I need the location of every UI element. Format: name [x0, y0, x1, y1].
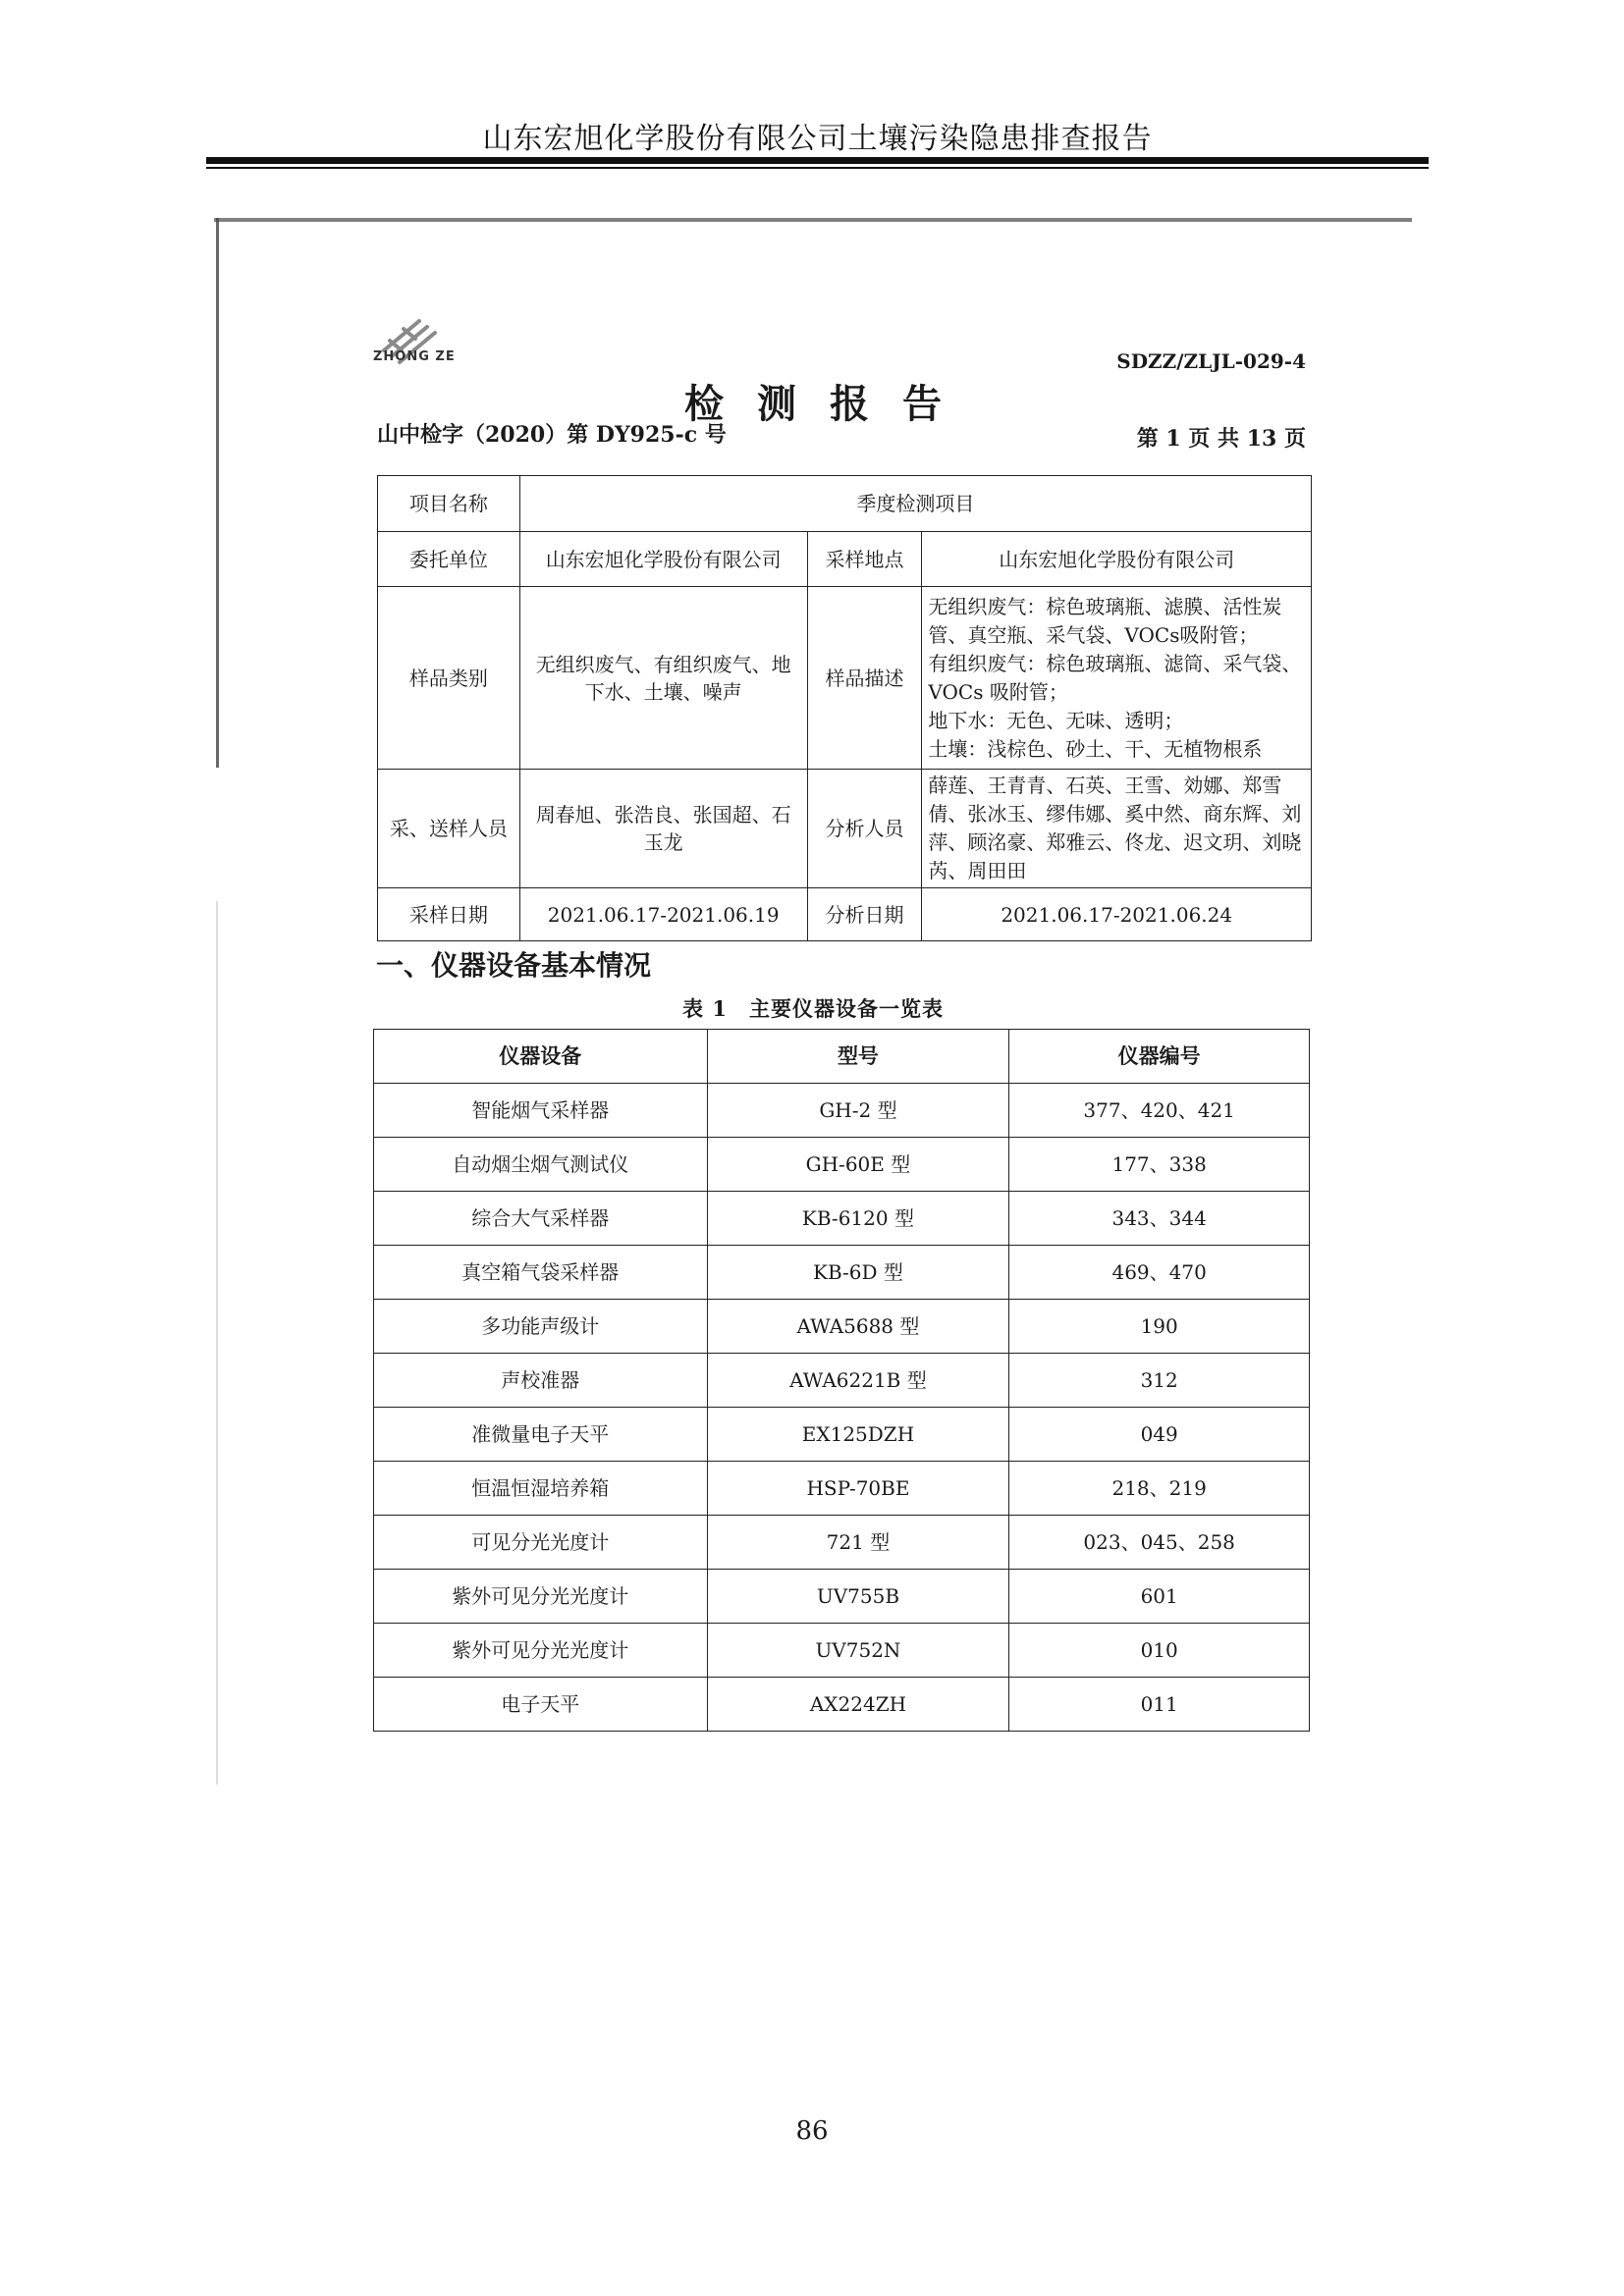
serial-cell: 469、470	[1009, 1246, 1310, 1300]
equipment-name-cell: 综合大气采样器	[374, 1192, 708, 1246]
analysis-date-value: 2021.06.17-2021.06.24	[922, 888, 1312, 941]
table-row	[374, 1084, 1310, 1138]
column-header: 仪器编号	[1009, 1030, 1310, 1084]
serial-cell: 177、338	[1009, 1138, 1310, 1192]
scan-edge-top	[214, 218, 1412, 222]
client-value: 山东宏旭化学股份有限公司	[519, 532, 807, 587]
client-label: 委托单位	[378, 532, 520, 587]
report-title: 检测报告	[684, 381, 975, 427]
sample-desc-line: 地下水：无色、无味、透明；	[928, 708, 1184, 732]
logo-text: ZHONG ZE	[373, 349, 456, 364]
table-row	[374, 1192, 1310, 1246]
sampling-date-value: 2021.06.17-2021.06.19	[519, 888, 807, 941]
table-caption: 表 1 主要仪器设备一览表	[682, 996, 944, 1021]
equipment-name-cell: 可见分光光度计	[374, 1516, 708, 1570]
serial-cell: 011	[1009, 1678, 1310, 1732]
report-page-count: 第 1 页 共 13 页	[1136, 426, 1306, 452]
serial-cell: 190	[1009, 1300, 1310, 1354]
project-name-label: 项目名称	[378, 476, 520, 532]
sample-desc-label: 样品描述	[807, 587, 922, 770]
header-rule	[206, 157, 1429, 164]
equipment-name-cell: 准微量电子天平	[374, 1408, 708, 1462]
model-cell: EX125DZH	[707, 1408, 1009, 1462]
analysis-date-label: 分析日期	[807, 888, 922, 941]
scanned-report	[214, 214, 1412, 1785]
serial-cell: 343、344	[1009, 1192, 1310, 1246]
model-cell: HSP-70BE	[707, 1462, 1009, 1516]
table-row	[374, 1570, 1310, 1624]
sample-desc-line: 有组织废气：棕色玻璃瓶、滤筒、采气袋、VOCs 吸附管；	[928, 651, 1302, 704]
equipment-name-cell: 多功能声级计	[374, 1300, 708, 1354]
table-row	[374, 1138, 1310, 1192]
equipment-name-cell: 紫外可见分光光度计	[374, 1570, 708, 1624]
analyst-label: 分析人员	[807, 770, 922, 888]
section-title: 一、仪器设备基本情况	[376, 949, 652, 982]
equipment-name-cell: 自动烟尘烟气测试仪	[374, 1138, 708, 1192]
table-row	[374, 1678, 1310, 1732]
info-row-sample	[378, 587, 1312, 770]
scan-edge-left	[216, 218, 219, 768]
site-value: 山东宏旭化学股份有限公司	[922, 532, 1312, 587]
sample-desc-value	[922, 587, 1312, 770]
model-cell: AX224ZH	[707, 1678, 1009, 1732]
equipment-name-cell: 恒温恒湿培养箱	[374, 1462, 708, 1516]
equipment-name-cell: 真空箱气袋采样器	[374, 1246, 708, 1300]
sampling-date-label: 采样日期	[378, 888, 520, 941]
table-row	[374, 1408, 1310, 1462]
info-row-project	[378, 476, 1312, 532]
report-number: 山中检字（2020）第 DY925-c 号	[377, 422, 727, 448]
report-info-table	[377, 475, 1312, 941]
serial-cell: 010	[1009, 1624, 1310, 1678]
serial-cell: 023、045、258	[1009, 1516, 1310, 1570]
model-cell: GH-2 型	[707, 1084, 1009, 1138]
page-header: 山东宏旭化学股份有限公司土壤污染隐患排查报告	[482, 122, 1153, 156]
report-code: SDZZ/ZLJL-029-4	[1116, 349, 1306, 373]
sample-desc-line: 无组织废气：棕色玻璃瓶、滤膜、活性炭管、真空瓶、采气袋、VOCs吸附管；	[928, 594, 1282, 647]
column-header: 型号	[707, 1030, 1009, 1084]
scan-edge-left-lower	[216, 901, 218, 1785]
equipment-header-row	[374, 1030, 1310, 1084]
header-rule-thin	[206, 167, 1429, 169]
equipment-table	[373, 1029, 1310, 1732]
model-cell: UV755B	[707, 1570, 1009, 1624]
sampler-label: 采、送样人员	[378, 770, 520, 888]
serial-cell: 312	[1009, 1354, 1310, 1408]
model-cell: UV752N	[707, 1624, 1009, 1678]
model-cell: 721 型	[707, 1516, 1009, 1570]
sample-type-label: 样品类别	[378, 587, 520, 770]
serial-cell: 377、420、421	[1009, 1084, 1310, 1138]
sample-desc-line: 土壤：浅棕色、砂土、干、无植物根系	[928, 736, 1263, 761]
page-number: 86	[795, 2116, 829, 2146]
info-row-dates	[378, 888, 1312, 941]
table-row	[374, 1462, 1310, 1516]
table-row	[374, 1246, 1310, 1300]
serial-cell: 218、219	[1009, 1462, 1310, 1516]
analyst-value: 薛莲、王青青、石英、王雪、効娜、郑雪倩、张冰玉、缪伟娜、奚中然、商东辉、刘萍、顾洺豪、郑雅云、佟龙、迟文玥、刘晓芮、周田田	[922, 770, 1312, 888]
table-row	[374, 1624, 1310, 1678]
equipment-table-body	[374, 1084, 1310, 1732]
model-cell: GH-60E 型	[707, 1138, 1009, 1192]
model-cell: AWA6221B 型	[707, 1354, 1009, 1408]
equipment-name-cell: 智能烟气采样器	[374, 1084, 708, 1138]
column-header: 仪器设备	[374, 1030, 708, 1084]
project-name-value: 季度检测项目	[519, 476, 1311, 532]
info-row-personnel	[378, 770, 1312, 888]
model-cell: AWA5688 型	[707, 1300, 1009, 1354]
serial-cell: 601	[1009, 1570, 1310, 1624]
sampler-value: 周春旭、张浩良、张国超、石玉龙	[519, 770, 807, 888]
model-cell: KB-6120 型	[707, 1192, 1009, 1246]
serial-cell: 049	[1009, 1408, 1310, 1462]
table-row	[374, 1516, 1310, 1570]
equipment-name-cell: 电子天平	[374, 1678, 708, 1732]
info-row-client	[378, 532, 1312, 587]
site-label: 采样地点	[807, 532, 922, 587]
sample-type-value: 无组织废气、有组织废气、地下水、土壤、噪声	[519, 587, 807, 770]
equipment-name-cell: 声校准器	[374, 1354, 708, 1408]
equipment-name-cell: 紫外可见分光光度计	[374, 1624, 708, 1678]
table-row	[374, 1300, 1310, 1354]
table-row	[374, 1354, 1310, 1408]
model-cell: KB-6D 型	[707, 1246, 1009, 1300]
